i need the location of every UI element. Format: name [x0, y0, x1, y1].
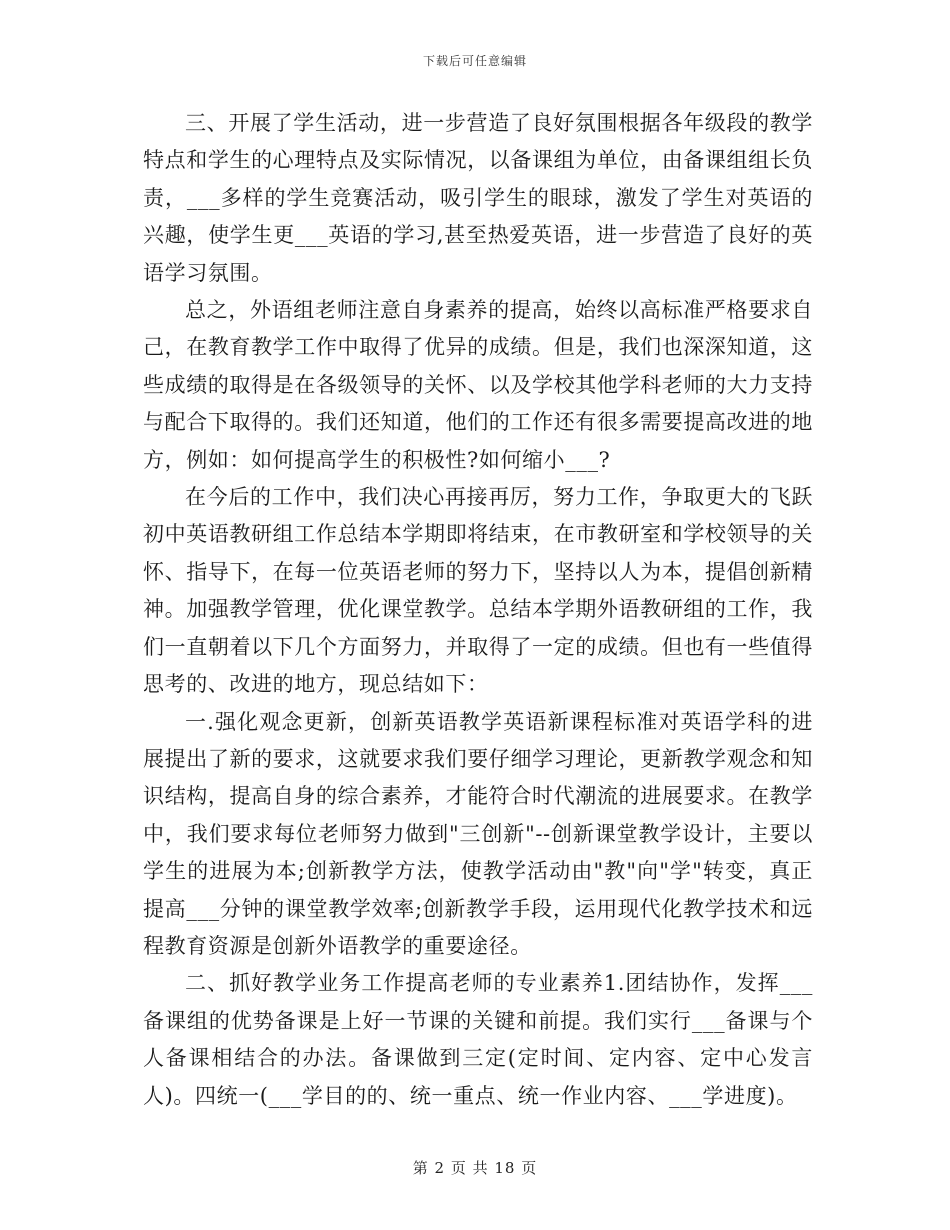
paragraph-future-work: 在今后的工作中，我们决心再接再厉，努力工作，争取更大的飞跃初中英语教研组工作总结本学期即将结束，在市教研室和学校领导的关怀、指导下，在每一位英语老师的努力下，坚持以人为本，提倡创新精神。加强教学管理，优化课堂教学。总结本学期外语教研组的工作，我们一直朝着以下几个方面努力，并取得了一定的成绩。但也有一些值得思考的、改进的地方，现总结如下：: [143, 485, 813, 697]
page-number: 第 2 页 共 18 页: [412, 1159, 538, 1177]
paragraph-teaching-business: 二、抓好教学业务工作提高老师的专业素养1.团结协作，发挥___备课组的优势备课是上好一节课的关键和前提。我们实行___备课与个人备课相结合的办法。备课做到三定(定时间、定内容、定中心发言人)。四统一(___学目的的、统一重点、统一作业内容、___学进度)。: [143, 971, 813, 1108]
paragraph-innovation: 一.强化观念更新，创新英语教学英语新课程标准对英语学科的进展提出了新的要求，这就要求我们要仔细学习理论，更新教学观念和知识结构，提高自身的综合素养，才能符合时代潮流的进展要求。在教学中，我们要求每位老师努力做到"三创新"--创新课堂教学设计，主要以学生的进展为本;创新教学方法，使教学活动由"教"向"学"转变，真正提高___分钟的课堂教学效率;创新教学手段，运用现代化教学技术和远程教育资源是创新外语教学的重要途径。: [143, 709, 813, 958]
paragraph-activities: 三、开展了学生活动，进一步营造了良好氛围根据各年级段的教学特点和学生的心理特点及实际情况，以备课组为单位，由备课组组长负责，___多样的学生竞赛活动，吸引学生的眼球，激发了学生对英语的兴趣，使学生更___英语的学习,甚至热爱英语，进一步营造了良好的英语学习氛围。: [143, 111, 813, 285]
document-body: [143, 105, 813, 1115]
paragraph-summary: 总之，外语组老师注意自身素养的提高，始终以高标准严格要求自己，在教育教学工作中取得了优异的成绩。但是，我们也深深知道，这些成绩的取得是在各级领导的关怀、以及学校其他学科老师的大力支持与配合下取得的。我们还知道，他们的工作还有很多需要提高改进的地方，例如：如何提高学生的积极性?如何缩小___?: [143, 298, 813, 472]
page-header-note: 下载后可任意编辑: [422, 54, 527, 68]
